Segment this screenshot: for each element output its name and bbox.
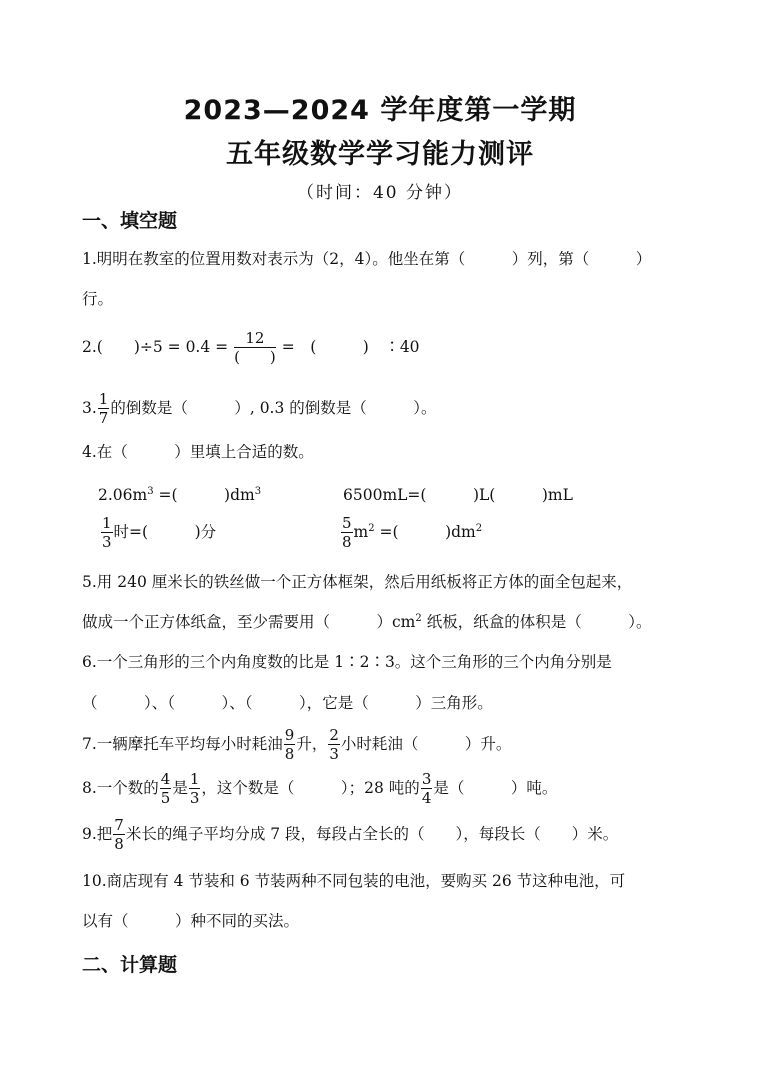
question-8-fraction-3	[421, 772, 433, 806]
question-8-fraction-1	[160, 772, 172, 806]
question-9-text-b: 米长的绳子平均分成 7 段，每段占全长的（ ），每段长（ ）米。	[125, 825, 619, 843]
question-7	[82, 728, 511, 762]
question-9-fraction	[113, 818, 125, 852]
question-3-text: 的倒数是（ ）, 0.3 的倒数是（ ）。	[110, 399, 437, 417]
question-9	[82, 818, 618, 852]
question-9-fraction-denominator: 8	[114, 835, 124, 853]
exam-title-term: 2023—2024 学年度第一学期	[183, 95, 577, 126]
question-8-fraction-2-denominator: 3	[189, 789, 200, 807]
question-7-text-c: 小时耗油（ ）升。	[340, 735, 512, 753]
question-3-number: 3.	[82, 399, 97, 417]
question-4-item-volume-a: 2.06m	[98, 486, 148, 504]
question-8-text-c: ，这个数是（ ）；28 吨的	[201, 779, 420, 797]
question-10-line-1: 10.商店现有 4 节装和 6 节装两种不同包装的电池，要购买 26 节这种电池，可	[82, 872, 626, 890]
question-8-text-a: 8.一个数的	[82, 779, 159, 797]
question-3-fraction	[98, 392, 110, 426]
question-8-fraction-3-denominator: 4	[421, 789, 432, 807]
question-8-fraction-3-numerator: 3	[421, 770, 432, 788]
question-8	[82, 772, 557, 806]
question-4-time-fraction-denominator: 3	[102, 533, 112, 551]
question-4-time-fraction	[101, 516, 113, 550]
question-2-text-b: = ( ) ∶40	[281, 338, 420, 356]
question-3-fraction-numerator: 1	[98, 390, 109, 408]
question-5-line-2	[82, 611, 651, 633]
question-4-time-fraction-numerator: 1	[102, 514, 112, 532]
question-8-fraction-2-numerator: 1	[189, 770, 200, 788]
question-6-line-1: 6.一个三角形的三个内角度数的比是 1∶2∶3。这个三角形的三个内角分别是	[82, 653, 612, 671]
question-9-fraction-numerator: 7	[114, 816, 124, 834]
question-7-fraction-2-denominator: 3	[329, 745, 339, 763]
question-8-text-b: 是	[172, 779, 188, 797]
question-7-fraction-2-numerator: 2	[329, 726, 339, 744]
question-7-text-a: 7.一辆摩托车平均每小时耗油	[82, 735, 283, 753]
question-4-item-area	[340, 516, 482, 550]
question-1-line-2: 行。	[82, 290, 114, 308]
question-4-item-volume	[98, 484, 261, 506]
section-heading-calculation: 二、计算题	[82, 954, 178, 976]
square-exponent: 2	[415, 613, 422, 624]
question-4-area-fraction-denominator: 8	[342, 533, 352, 551]
question-4-area-text-a: m	[353, 523, 369, 541]
cubic-exponent: 3	[147, 486, 154, 497]
question-5-line-2-a: 做成一个正方体纸盒，至少需要用（ ）cm	[82, 613, 416, 631]
exam-title-subject: 五年级数学学习能力测评	[226, 139, 534, 170]
question-7-fraction-2	[328, 728, 340, 762]
question-7-fraction-1	[284, 728, 296, 762]
question-8-fraction-1-denominator: 5	[160, 789, 171, 807]
question-3-fraction-denominator: 7	[98, 409, 109, 427]
question-2-fraction-denominator: ( )	[234, 348, 276, 366]
question-3	[82, 392, 437, 426]
question-8-fraction-1-numerator: 4	[160, 770, 171, 788]
question-4-prompt: 4.在（ ）里填上合适的数。	[82, 443, 314, 461]
question-2-text-a: 2.( )÷5 = 0.4 =	[82, 338, 229, 356]
question-4-item-volume-b: =( )dm	[153, 486, 255, 504]
question-5-line-2-b: 纸板，纸盒的体积是（ ）。	[421, 613, 652, 631]
question-4-item-time	[100, 516, 216, 550]
question-7-fraction-1-numerator: 9	[284, 726, 295, 744]
question-4-area-fraction	[341, 516, 353, 550]
question-5-line-1: 5.用 240 厘米长的铁丝做一个正方体框架，然后用纸板将正方体的面全包起来，	[82, 573, 633, 591]
question-1-line-1: 1.明明在教室的位置用数对表示为（2，4）。他坐在第（ ）列，第（ ）	[82, 250, 652, 268]
question-2	[82, 331, 420, 365]
question-8-fraction-2	[189, 772, 201, 806]
exam-time-limit: （时间：40 分钟）	[296, 183, 464, 203]
cubic-exponent: 3	[254, 486, 262, 497]
question-10-line-2: 以有（ ）种不同的买法。	[82, 912, 300, 930]
question-9-text-a: 9.把	[82, 825, 113, 843]
question-8-text-e: 是（ ）吨。	[433, 779, 558, 797]
question-4-item-capacity: 6500mL=( )L( )mL	[343, 486, 573, 504]
question-7-text-b: 升，	[296, 735, 328, 753]
question-6-line-2: （ ）、（ ）、（ ），它是（ ）三角形。	[82, 694, 493, 712]
question-4-area-text-b: =( )dm	[374, 523, 476, 541]
question-4-time-text: 时=( )分	[113, 523, 217, 541]
section-heading-fill-in: 一、填空题	[82, 210, 178, 232]
question-2-fraction-numerator: 12	[234, 331, 276, 348]
square-exponent: 2	[368, 523, 375, 534]
square-exponent: 2	[475, 523, 483, 534]
question-7-fraction-1-denominator: 8	[284, 745, 295, 763]
question-4-area-fraction-numerator: 5	[342, 514, 352, 532]
question-2-fraction	[234, 331, 276, 365]
